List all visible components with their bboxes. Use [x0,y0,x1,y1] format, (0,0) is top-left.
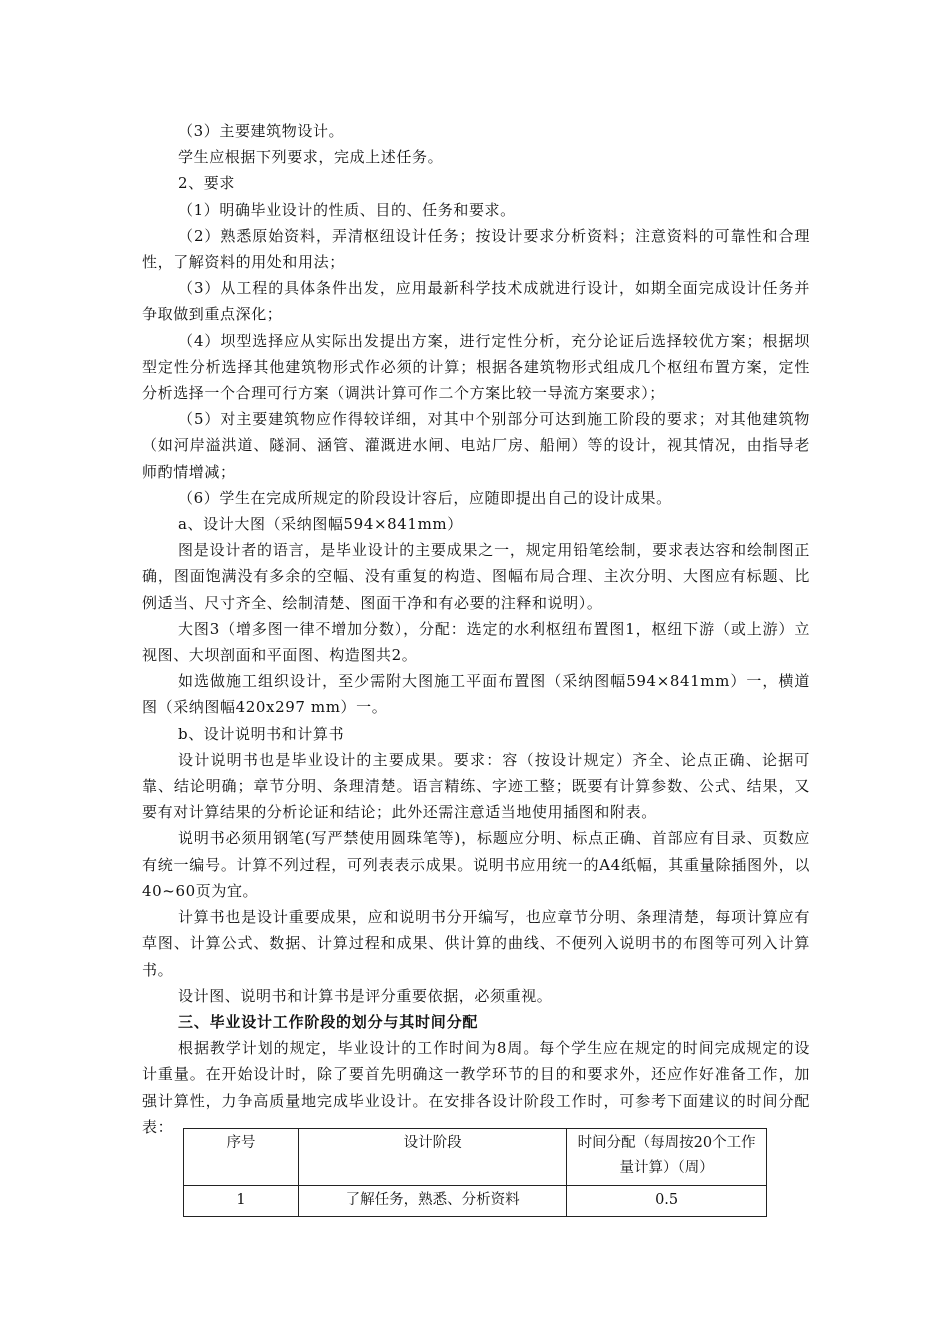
time-allocation-table [183,1128,767,1217]
paragraph-drawings-2: 大图3（增多图一律不增加分数），分配：选定的水利枢纽布置图1，枢纽下游（或上游）立视图、大坝剖面和平面图、构造图共2。 [142,619,810,665]
paragraph-task-3: （3）主要建筑物设计。 [178,122,345,140]
paragraph-drawings-1: 图是设计者的语言，是毕业设计的主要成果之一，规定用铅笔绘制，要求表达容和绘制图正确，图面饱满没有多余的空幅、没有重复的构造、图幅布局合理、主次分明、大图应有标题、比例适当、尺寸齐全、绘制清楚、图面干净和有必要的注释和说明）。 [142,541,810,612]
paragraph-manual-2: 说明书必须用钢笔(写严禁使用圆珠笔等)，标题应分明、标点正确、首部应有目录、页数应有统一编号。计算不列过程，可列表表示成果。说明书应用统一的A4纸幅，其重量除插图外，以40~60页为宜。 [142,829,810,900]
paragraph-req-5: （5）对主要建筑物应作得较详细，对其中个别部分可达到施工阶段的要求；对其他建筑物（如河岸溢洪道、隧洞、涵管、灌溉进水闸、电站厂房、船闸）等的设计，视其情况，由指导老师酌情增减； [142,410,810,481]
requirements-heading: 2、要求 [178,174,235,193]
section-3-heading: 三、毕业设计工作阶段的划分与其时间分配 [178,1012,479,1031]
section-3-body: 根据教学计划的规定，毕业设计的工作时间为8周。每个学生应在规定的时间完成规定的设计重量。在开始设计时，除了要首先明确这一教学环节的目的和要求外，还应作好准备工作，加强计算性，力争高质量地完成毕业设计。在安排各设计阶段工作时，可参考下面建议的时间分配表： [142,1039,810,1136]
drawings-heading: a、设计大图（采纳图幅594×841mm） [178,515,463,534]
header-cell-time: 时间分配（每周按20个工作量计算）（周） [567,1129,767,1186]
paragraph-task-intro: 学生应根据下列要求，完成上述任务。 [178,148,444,167]
header-cell-stage: 设计阶段 [299,1129,567,1186]
document-body [142,118,810,1140]
paragraph-req-1: （1）明确毕业设计的性质、目的、任务和要求。 [178,200,516,219]
paragraph-manual-1: 设计说明书也是毕业设计的主要成果。要求：容（按设计规定）齐全、论点正确、论据可靠、结论明确；章节分明、条理清楚。语言精练、字迹工整；既要有计算参数、公式、结果，又要有对计算结果的分析论证和结论；此外还需注意适当地使用插图和附表。 [142,750,810,822]
header-cell-number: 序号 [184,1129,299,1186]
paragraph-req-6: （6）学生在完成所规定的阶段设计容后，应随即提出自己的设计成果。 [178,488,672,507]
paragraph-manual-4: 设计图、说明书和计算书是评分重要依据，必须重视。 [178,986,553,1005]
cell-stage: 了解任务，熟悉、分析资料 [299,1186,567,1217]
table-header-row [184,1129,767,1186]
paragraph-req-4: （4）坝型选择应从实际出发提出方案，进行定性分析，充分论证后选择较优方案；根据坝型定性分析选择其他建筑物形式作必须的计算；根据各建筑物形式组成几个枢纽布置方案，定性分析选择一个合理可行方案（调洪计算可作二个方案比较一导流方案要求）； [142,331,810,403]
table-row [184,1186,767,1217]
cell-number: 1 [184,1186,299,1217]
paragraph-drawings-3: 如选做施工组织设计，至少需附大图施工平面布置图（采纳图幅594×841mm）一，横道图（采纳图幅420x297 mm）一。 [142,672,810,717]
paragraph-req-3: （3）从工程的具体条件出发，应用最新科学技术成就进行设计，如期全面完成设计任务并争取做到重点深化； [142,279,810,324]
manual-heading: b、设计说明书和计算书 [178,724,345,743]
paragraph-req-2: （2）熟悉原始资料，弄清枢纽设计任务；按设计要求分析资料；注意资料的可靠性和合理性，了解资料的用处和用法； [142,226,810,272]
cell-time: 0.5 [567,1186,767,1217]
paragraph-manual-3: 计算书也是设计重要成果，应和说明书分开编写，也应章节分明、条理清楚，每项计算应有草图、计算公式、数据、计算过程和成果、供计算的曲线、不便列入说明书的布图等可列入计算书。 [142,908,810,979]
